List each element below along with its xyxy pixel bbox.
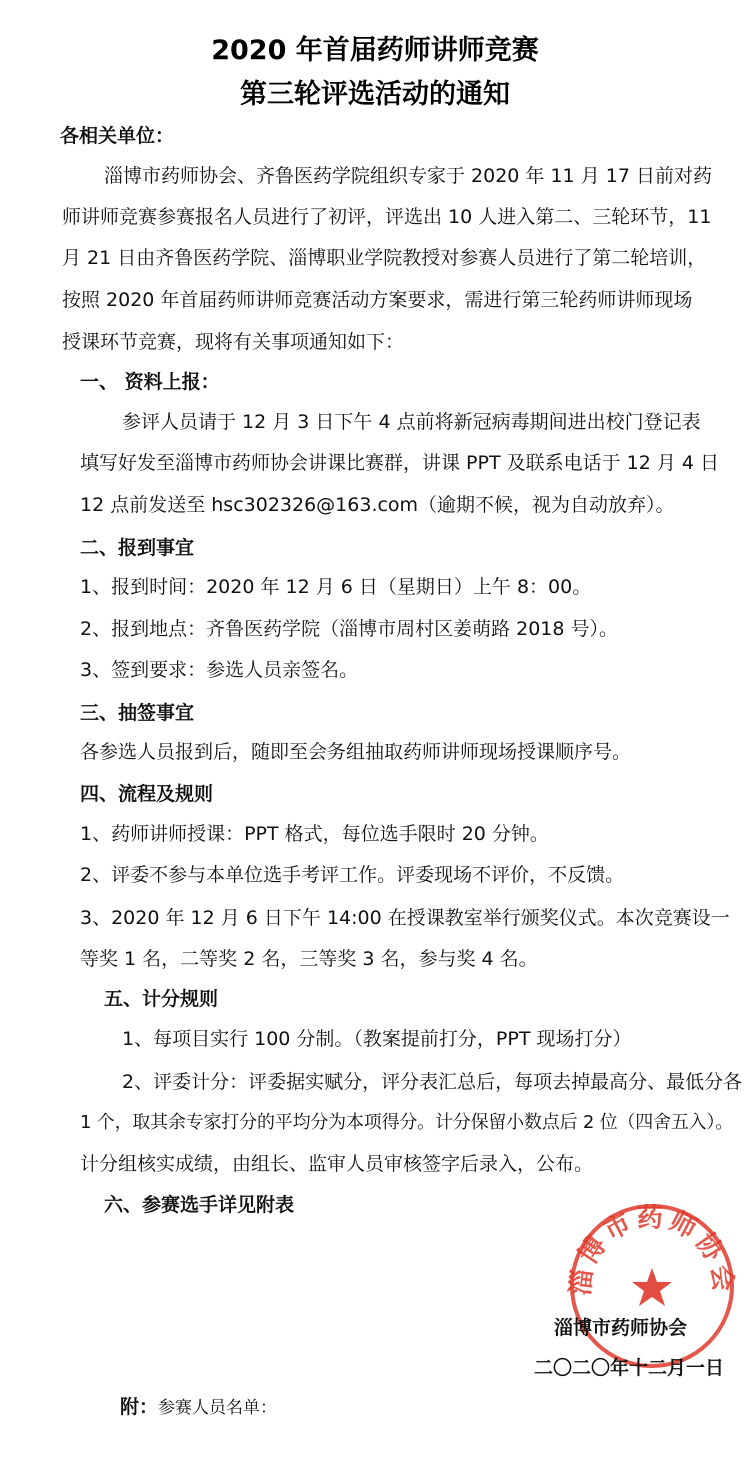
- section-heading-3: 三、抽签事宜: [80, 702, 195, 724]
- section-heading-4: 四、流程及规则: [80, 783, 214, 805]
- attachment-text: 参赛人员名单：: [158, 1398, 278, 1418]
- section-5-line: 1 个，取其余专家打分的平均分为本项得分。计分保留小数点后 2 位（四舍五入）。: [80, 1112, 734, 1133]
- attachment-label: 附：: [120, 1396, 159, 1418]
- section-heading-5: 五、计分规则: [104, 988, 219, 1010]
- section-2-line: 2、报到地点：齐鲁医药学院（淄博市周村区姜萌路 2018 号）。: [80, 618, 619, 640]
- section-3-line: 各参选人员报到后，随即至会务组抽取药师讲师现场授课顺序号。: [80, 741, 632, 763]
- section-1-line: 参评人员请于 12 月 3 日下午 4 点前将新冠病毒期间进出校门登记表: [122, 411, 701, 433]
- intro-line: 授课环节竞赛，现将有关事项通知如下：: [62, 331, 405, 353]
- section-5-line: 2、评委计分：评委据实赋分，评分表汇总后，每项去掉最高分、最低分各: [122, 1071, 743, 1093]
- section-heading-1: 一、 资料上报：: [80, 371, 220, 393]
- signature-org: 淄博市药师协会: [554, 1317, 688, 1339]
- intro-line: 师讲师竞赛参赛报名人员进行了初评，评选出 10 人进入第二、三轮环节，11: [62, 206, 712, 228]
- section-heading-6: 六、参赛选手详见附表: [104, 1194, 295, 1216]
- intro-line: 淄博市药师协会、齐鲁医药学院组织专家于 2020 年 11 月 17 日前对药: [104, 165, 712, 187]
- salutation: 各相关单位：: [60, 125, 175, 147]
- signature-date: 二〇二〇年十二月一日: [534, 1357, 725, 1379]
- section-4-line: 2、评委不参与本单位选手考评工作。评委现场不评价，不反馈。: [80, 864, 625, 886]
- seal-star-icon: [632, 1268, 672, 1306]
- intro-line: 月 21 日由齐鲁医药学院、淄博职业学院教授对参赛人员进行了第二轮培训，: [62, 247, 707, 269]
- title-line-2: 第三轮评选活动的通知: [240, 79, 510, 110]
- section-4-line: 1、药师讲师授课：PPT 格式，每位选手限时 20 分钟。: [80, 823, 549, 845]
- section-1-line: 填写好发至淄博市药师协会讲课比赛群，讲课 PPT 及联系电话于 12 月 4 日: [80, 452, 720, 474]
- section-1-line: 12 点前发送至 hsc302326@163.com（逾期不候，视为自动放弃）。: [80, 494, 675, 516]
- official-seal: [566, 1200, 738, 1372]
- intro-line: 按照 2020 年首届药师讲师竞赛活动方案要求，需进行第三轮药师讲师现场: [62, 289, 693, 311]
- section-heading-2: 二、报到事宜: [80, 537, 195, 559]
- section-2-line: 1、报到时间：2020 年 12 月 6 日（星期日）上午 8：00。: [80, 576, 592, 598]
- seal-text: 淄博市药师协会: [566, 1203, 738, 1298]
- title-line-1: 2020 年首届药师讲师竞赛: [211, 35, 539, 66]
- section-5-line: 1、每项目实行 100 分制。（教案提前打分，PPT 现场打分）: [122, 1028, 632, 1050]
- attachment-line: [120, 1394, 277, 1421]
- section-4-line: 等奖 1 名，二等奖 2 名，三等奖 3 名，参与奖 4 名。: [80, 948, 538, 970]
- section-5-line: 计分组核实成绩，由组长、监审人员审核签字后录入，公布。: [80, 1153, 594, 1175]
- section-4-line: 3、2020 年 12 月 6 日下午 14:00 在授课教室举行颁奖仪式。本次竞赛设一: [80, 907, 730, 929]
- section-2-line: 3、签到要求：参选人员亲签名。: [80, 659, 359, 681]
